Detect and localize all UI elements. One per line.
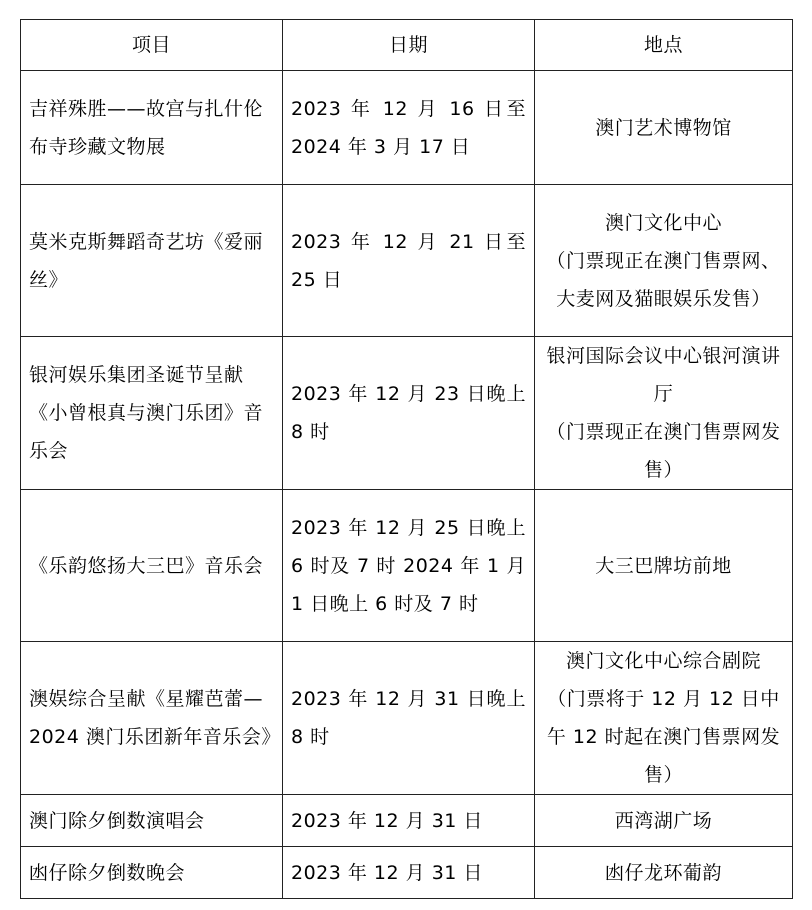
event-name: 银河娱乐集团圣诞节呈献《小曾根真与澳门乐团》音乐会 [21, 337, 283, 490]
event-name: 澳门除夕倒数演唱会 [21, 795, 283, 847]
event-date: 2023 年 12 月 23 日晚上 8 时 [283, 337, 535, 490]
table-row [21, 185, 793, 337]
header-date: 日期 [283, 20, 535, 71]
header-item: 项目 [21, 20, 283, 71]
table-row [21, 337, 793, 490]
event-name: 澳娱综合呈献《星耀芭蕾—2024 澳门乐团新年音乐会》 [21, 642, 283, 795]
event-location [535, 795, 793, 847]
event-date: 2023 年 12 月 31 日 [283, 847, 535, 899]
table-row [21, 795, 793, 847]
location-ticket-note: （门票现正在澳门售票网、大麦网及猫眼娱乐发售） [546, 249, 781, 310]
location-ticket-note: （门票现正在澳门售票网发售） [546, 421, 781, 481]
event-location [535, 847, 793, 899]
event-location [535, 337, 793, 490]
event-location [535, 185, 793, 337]
event-date: 2023 年 12 月 16 日至 2024 年 3 月 17 日 [283, 71, 535, 185]
header-location: 地点 [535, 20, 793, 71]
event-date: 2023 年 12 月 25 日晚上 6 时及 7 时 2024 年 1 月 1 日晚上 6 时及 7 时 [283, 490, 535, 642]
event-name: 莫米克斯舞蹈奇艺坊《爱丽丝》 [21, 185, 283, 337]
location-venue: 西湾湖广场 [614, 809, 713, 832]
location-ticket-note: （门票将于 12 月 12 日中午 12 时起在澳门售票网发售） [546, 688, 781, 786]
event-name: 凼仔除夕倒数晚会 [21, 847, 283, 899]
event-name: 《乐韵悠扬大三巴》音乐会 [21, 490, 283, 642]
table-row [21, 847, 793, 899]
table-row [21, 642, 793, 795]
event-location [535, 642, 793, 795]
event-location [535, 490, 793, 642]
location-venue: 澳门文化中心 [604, 211, 722, 234]
header-row [21, 20, 793, 71]
location-venue: 澳门文化中心综合剧院 [565, 650, 761, 672]
table-row [21, 490, 793, 642]
event-location [535, 71, 793, 185]
table-row [21, 71, 793, 185]
event-date: 2023 年 12 月 31 日晚上 8 时 [283, 642, 535, 795]
events-table [20, 19, 793, 899]
event-date: 2023 年 12 月 21 日至 25 日 [283, 185, 535, 337]
location-venue: 大三巴牌坊前地 [595, 554, 732, 577]
location-venue: 凼仔龙环葡韵 [604, 861, 722, 884]
location-venue: 澳门艺术博物馆 [595, 116, 732, 139]
event-name: 吉祥殊胜——故宫与扎什伦布寺珍藏文物展 [21, 71, 283, 185]
location-venue: 银河国际会议中心银河演讲厅 [546, 345, 781, 405]
event-date: 2023 年 12 月 31 日 [283, 795, 535, 847]
